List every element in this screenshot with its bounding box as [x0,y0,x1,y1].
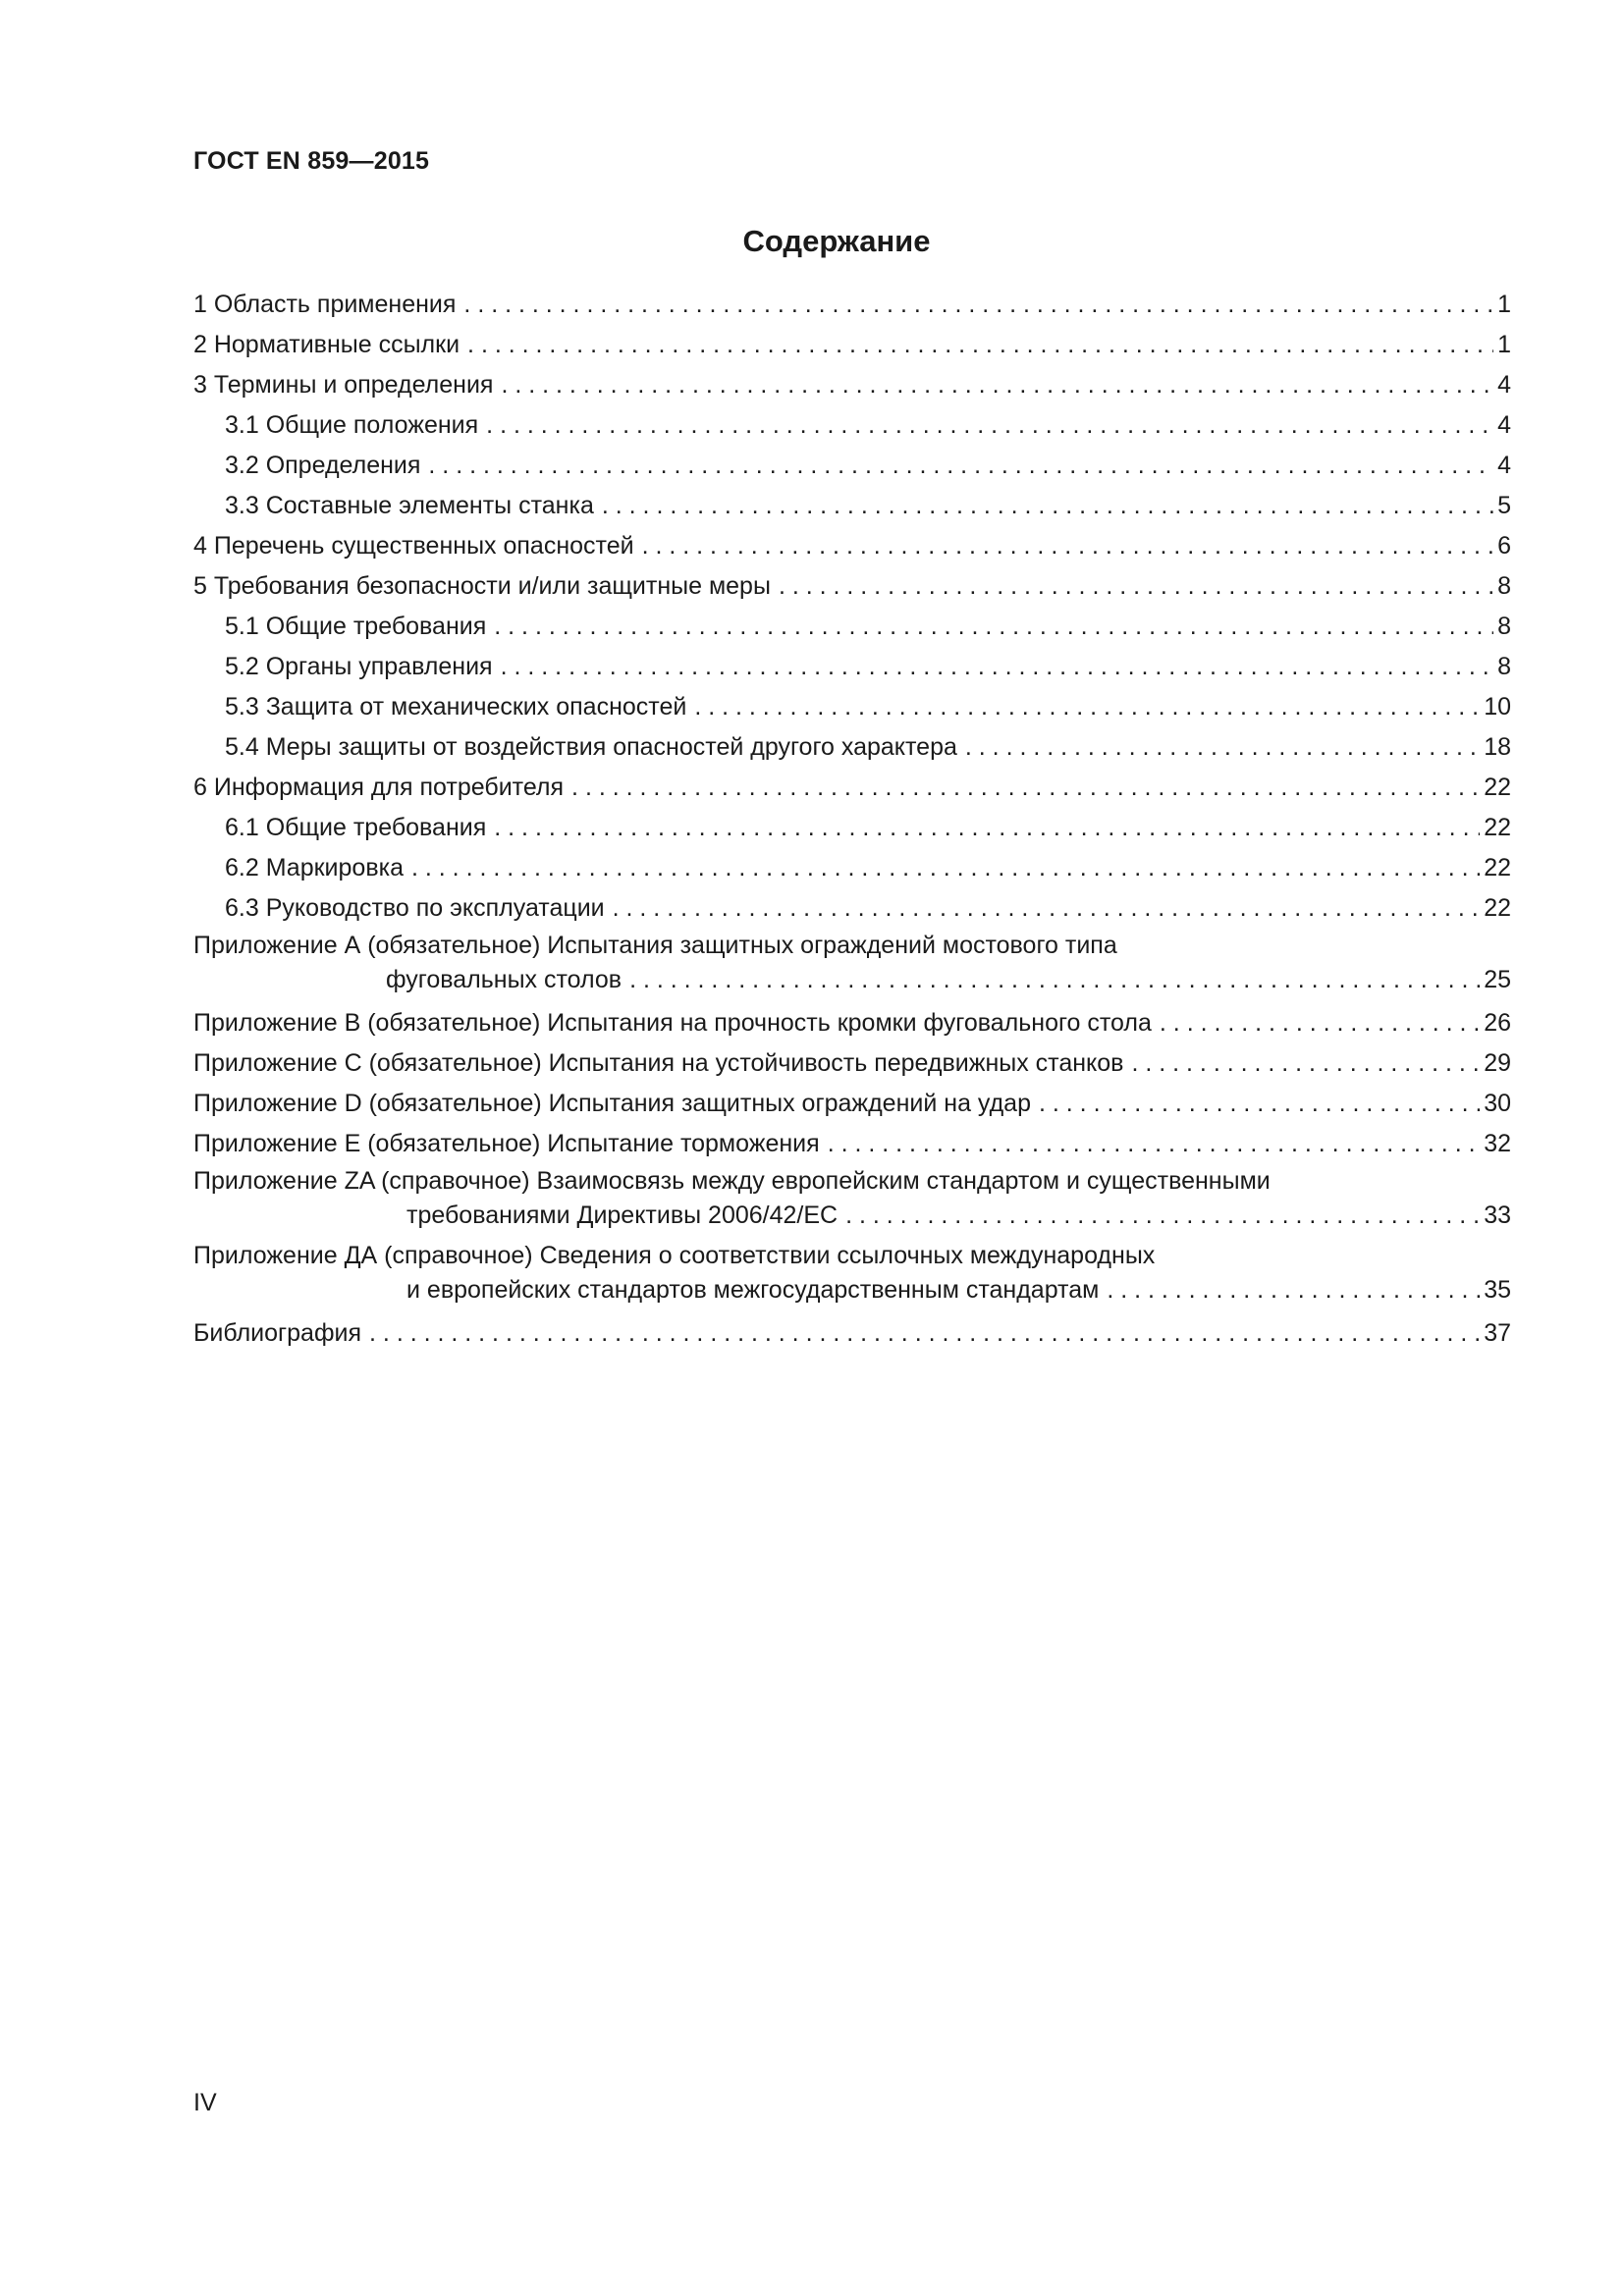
table-of-contents [193,285,1511,1354]
toc-entry-page: 5 [1497,492,1511,519]
toc-entry-page: 4 [1497,452,1511,479]
toc-subentry[interactable] [193,888,1511,929]
toc-leader-dots [463,285,1493,325]
toc-leader-dots [694,687,1480,727]
toc-entry-page: 8 [1497,613,1511,640]
toc-leader-dots [642,526,1494,566]
toc-entry-text: 6.1 Общие требования [225,814,487,841]
toc-entry-page: 10 [1484,693,1511,721]
toc-entry-text: 5.3 Защита от механических опасностей [225,693,687,721]
toc-entry-text-line1: Приложение ZA (справочное) Взаимосвязь между европейским стандартом и существенными [193,1167,1271,1195]
toc-entry-text: 5 Требования безопасности и/или защитные меры [193,572,771,600]
toc-leader-dots [1131,1043,1480,1084]
toc-entry-text: 6.3 Руководство по эксплуатации [225,894,605,922]
toc-leader-dots [965,727,1480,768]
toc-entry-page: 4 [1497,411,1511,439]
toc-entry-text: 6.2 Маркировка [225,854,404,881]
page-number: IV [193,2089,217,2116]
toc-leader-dots [613,888,1481,929]
toc-subentry[interactable] [193,647,1511,687]
toc-leader-dots [428,446,1493,486]
toc-leader-dots [369,1313,1480,1354]
toc-entry-page: 1 [1497,291,1511,318]
toc-annex-za[interactable] [193,1164,1511,1239]
toc-entry-page: 29 [1484,1049,1511,1077]
toc-leader-dots [828,1124,1481,1164]
toc-entry-text: 3.2 Определения [225,452,421,479]
toc-leader-dots [467,325,1493,365]
toc-leader-dots [571,768,1480,808]
toc-entry[interactable] [193,768,1511,808]
toc-entry-text: Приложение D (обязательное) Испытания защитных ограждений на удар [193,1090,1031,1117]
toc-annex-a[interactable] [193,929,1511,1003]
toc-entry-page: 8 [1497,653,1511,680]
toc-leader-dots [501,647,1493,687]
toc-entry-page: 1 [1497,331,1511,358]
toc-entry-page: 26 [1484,1009,1511,1037]
toc-entry-text: 1 Область применения [193,291,457,318]
toc-leader-dots [1107,1273,1480,1308]
toc-leader-dots [779,566,1493,607]
toc-subentry[interactable] [193,486,1511,526]
toc-entry-text-line1: Приложение ДА (справочное) Сведения о соответствии ссылочных международных [193,1242,1156,1269]
toc-entry-text: Приложение Е (обязательное) Испытание торможения [193,1130,820,1157]
toc-leader-dots [629,963,1480,997]
toc-entry-page: 18 [1484,733,1511,761]
toc-entry-page: 37 [1484,1319,1511,1347]
toc-leader-dots [486,405,1493,446]
toc-entry[interactable] [193,325,1511,365]
toc-entry-page: 25 [1484,966,1511,993]
toc-entry-text-line2: требованиями Директивы 2006/42/ЕС [406,1201,839,1229]
toc-subentry[interactable] [193,607,1511,647]
toc-entry-page: 8 [1497,572,1511,600]
toc-subentry[interactable] [193,848,1511,888]
toc-leader-dots [501,365,1493,405]
toc-leader-dots [845,1199,1480,1233]
toc-subentry[interactable] [193,446,1511,486]
toc-leader-dots [602,486,1493,526]
toc-entry[interactable] [193,566,1511,607]
toc-leader-dots [411,848,1480,888]
toc-leader-dots [1160,1003,1480,1043]
toc-entry-page: 22 [1484,894,1511,922]
toc-entry-text: 5.4 Меры защиты от воздействия опасностей другого характера [225,733,957,761]
document-code: ГОСТ EN 859—2015 [193,147,430,175]
toc-entry-text: Приложение В (обязательное) Испытания на прочность кромки фуговального стола [193,1009,1152,1037]
toc-annex-b[interactable] [193,1003,1511,1043]
toc-entry-text: 3.3 Составные элементы станка [225,492,594,519]
toc-entry-page: 22 [1484,774,1511,801]
toc-subentry[interactable] [193,687,1511,727]
toc-subentry[interactable] [193,727,1511,768]
toc-subentry[interactable] [193,405,1511,446]
toc-entry-text: 5.1 Общие требования [225,613,487,640]
toc-entry-text: 2 Нормативные ссылки [193,331,460,358]
toc-annex-c[interactable] [193,1043,1511,1084]
toc-entry-text: 4 Перечень существенных опасностей [193,532,634,560]
toc-annex-da[interactable] [193,1239,1511,1313]
toc-annex-d[interactable] [193,1084,1511,1124]
toc-entry[interactable] [193,526,1511,566]
toc-leader-dots [494,607,1493,647]
toc-entry-page: 30 [1484,1090,1511,1117]
toc-entry-text: 5.2 Органы управления [225,653,493,680]
toc-entry-page: 35 [1484,1276,1511,1304]
toc-entry-page: 6 [1497,532,1511,560]
toc-entry-page: 33 [1484,1201,1511,1229]
toc-entry-text: 3.1 Общие положения [225,411,479,439]
toc-bibliography[interactable] [193,1313,1511,1354]
toc-entry-text: Библиография [193,1319,362,1347]
toc-entry-text-line2: фуговальных столов [386,966,623,993]
toc-entry-page: 22 [1484,854,1511,881]
toc-entry-page: 32 [1484,1130,1511,1157]
toc-entry[interactable] [193,285,1511,325]
toc-entry[interactable] [193,365,1511,405]
toc-entry-page: 22 [1484,814,1511,841]
toc-title: Содержание [742,224,931,258]
toc-entry-page: 4 [1497,371,1511,399]
toc-leader-dots [1039,1084,1480,1124]
toc-entry-text: 6 Информация для потребителя [193,774,565,801]
toc-annex-e[interactable] [193,1124,1511,1164]
toc-leader-dots [494,808,1480,848]
toc-entry-text-line1: Приложение А (обязательное) Испытания защитных ограждений мостового типа [193,932,1117,959]
toc-subentry[interactable] [193,808,1511,848]
toc-entry-text: Приложение С (обязательное) Испытания на устойчивость передвижных станков [193,1049,1124,1077]
toc-entry-text-line2: и европейских стандартов межгосударственным стандартам [406,1276,1100,1304]
toc-entry-text: 3 Термины и определения [193,371,494,399]
